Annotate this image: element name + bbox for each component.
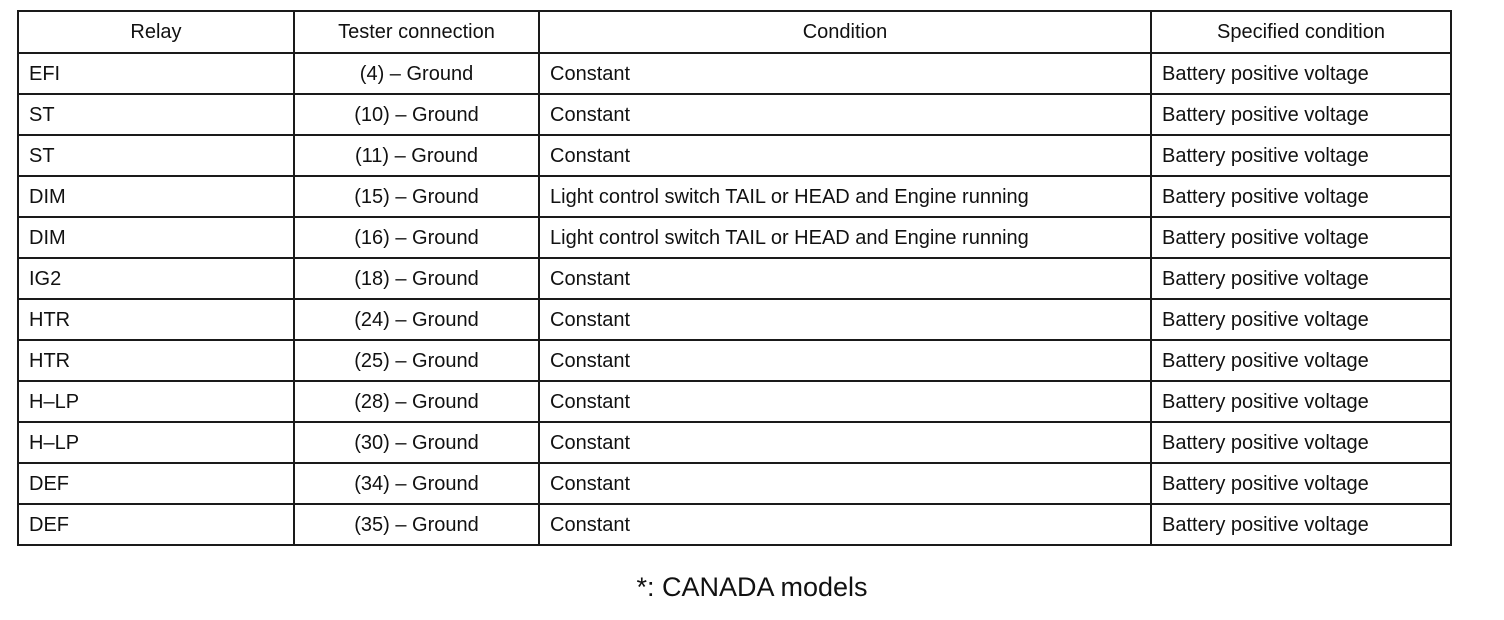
table-row: [18, 504, 1451, 545]
table-row: [18, 299, 1451, 340]
relay-inspection-table: [17, 10, 1452, 546]
condition-cell: Constant: [539, 463, 1151, 504]
table-row: [18, 135, 1451, 176]
tester-connection-cell: (35) – Ground: [294, 504, 539, 545]
specified-condition-cell: Battery positive voltage: [1151, 135, 1451, 176]
table-row: [18, 422, 1451, 463]
condition-cell: Constant: [539, 53, 1151, 94]
column-header-relay: Relay: [18, 11, 294, 53]
relay-cell: ST: [18, 94, 294, 135]
table-row: [18, 340, 1451, 381]
tester-connection-cell: (10) – Ground: [294, 94, 539, 135]
table-row: [18, 176, 1451, 217]
tester-connection-cell: (16) – Ground: [294, 217, 539, 258]
relay-cell: DIM: [18, 176, 294, 217]
table-row: [18, 463, 1451, 504]
table-row: [18, 94, 1451, 135]
tester-connection-cell: (30) – Ground: [294, 422, 539, 463]
column-header-tester-connection: Tester connection: [294, 11, 539, 53]
specified-condition-cell: Battery positive voltage: [1151, 381, 1451, 422]
table-row: [18, 53, 1451, 94]
table-row: [18, 217, 1451, 258]
condition-cell: Constant: [539, 504, 1151, 545]
tester-connection-cell: (11) – Ground: [294, 135, 539, 176]
column-header-condition: Condition: [539, 11, 1151, 53]
tester-connection-cell: (34) – Ground: [294, 463, 539, 504]
condition-cell: Constant: [539, 340, 1151, 381]
relay-cell: H–LP: [18, 422, 294, 463]
relay-cell: EFI: [18, 53, 294, 94]
specified-condition-cell: Battery positive voltage: [1151, 94, 1451, 135]
relay-cell: HTR: [18, 299, 294, 340]
specified-condition-cell: Battery positive voltage: [1151, 217, 1451, 258]
table-header-row: [18, 11, 1451, 53]
relay-cell: ST: [18, 135, 294, 176]
specified-condition-cell: Battery positive voltage: [1151, 299, 1451, 340]
condition-cell: Light control switch TAIL or HEAD and Engine running: [539, 217, 1151, 258]
specified-condition-cell: Battery positive voltage: [1151, 504, 1451, 545]
relay-cell: IG2: [18, 258, 294, 299]
relay-cell: H–LP: [18, 381, 294, 422]
specified-condition-cell: Battery positive voltage: [1151, 258, 1451, 299]
specified-condition-cell: Battery positive voltage: [1151, 176, 1451, 217]
specified-condition-cell: Battery positive voltage: [1151, 422, 1451, 463]
footnote-canada-models: *: CANADA models: [636, 572, 868, 602]
column-header-specified-condition: Specified condition: [1151, 11, 1451, 53]
tester-connection-cell: (24) – Ground: [294, 299, 539, 340]
specified-condition-cell: Battery positive voltage: [1151, 53, 1451, 94]
relay-cell: HTR: [18, 340, 294, 381]
tester-connection-cell: (18) – Ground: [294, 258, 539, 299]
specified-condition-cell: Battery positive voltage: [1151, 340, 1451, 381]
condition-cell: Constant: [539, 381, 1151, 422]
tester-connection-cell: (28) – Ground: [294, 381, 539, 422]
relay-inspection-table-container: [17, 10, 1450, 546]
condition-cell: Constant: [539, 258, 1151, 299]
relay-cell: DEF: [18, 463, 294, 504]
condition-cell: Constant: [539, 94, 1151, 135]
condition-cell: Constant: [539, 299, 1151, 340]
table-row: [18, 381, 1451, 422]
tester-connection-cell: (4) – Ground: [294, 53, 539, 94]
relay-cell: DIM: [18, 217, 294, 258]
condition-cell: Constant: [539, 135, 1151, 176]
condition-cell: Light control switch TAIL or HEAD and Engine running: [539, 176, 1151, 217]
tester-connection-cell: (25) – Ground: [294, 340, 539, 381]
relay-cell: DEF: [18, 504, 294, 545]
specified-condition-cell: Battery positive voltage: [1151, 463, 1451, 504]
tester-connection-cell: (15) – Ground: [294, 176, 539, 217]
table-row: [18, 258, 1451, 299]
condition-cell: Constant: [539, 422, 1151, 463]
